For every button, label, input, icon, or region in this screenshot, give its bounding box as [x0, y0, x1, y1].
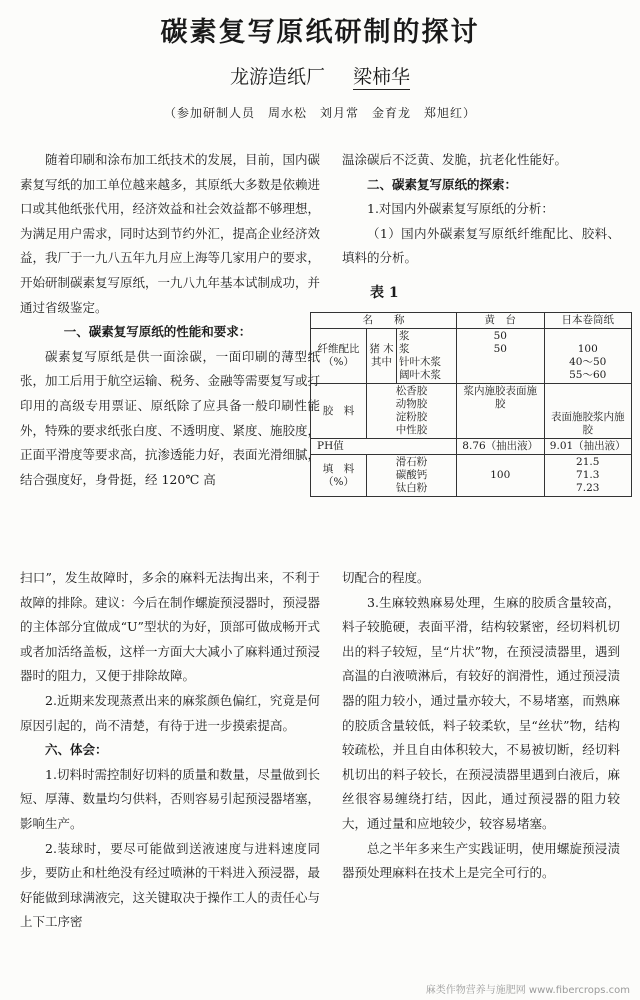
fiber-col1 [457, 329, 545, 384]
article-title: 碳素复写原纸研制的探讨 [160, 17, 480, 48]
column-top-left [20, 148, 320, 548]
fiber-col2-value: 55～60 [569, 369, 607, 381]
fiber-sub-main: 猪 木 其中 [369, 343, 394, 368]
paragraph-analysis-sub: （1）国内外碳素复写原纸纤维配比、胶料、填料的分析。 [342, 225, 620, 266]
fiber-col1-value: 50 [493, 343, 507, 355]
glue-item: 动物胶 [395, 398, 428, 410]
row-label-filler: 填 料（%） [311, 455, 367, 497]
row-label-glue: 胶 料 [311, 384, 367, 439]
table-row-fiber [311, 329, 632, 384]
paragraph-loading: 2.装球时，要尽可能做到送液速度与进料速度同步，要防止和杜绝没有经过喷淋的干料进入预浸器，最好能做到球满液完，这关键取决于操作工人的责任心与上下工序密 [20, 840, 320, 930]
row-label-ph: PH值 [311, 439, 457, 455]
section-heading-2: 二、碳素复写原纸的探索： [367, 176, 518, 192]
paragraph-cutting: 1.切料时需控制好切料的质量和数量，尽量做到长短、厚薄、数量均匀供料，否则容易引起预浸器堵塞，影响生产。 [20, 766, 320, 831]
paragraph-color-issue: 2.近期来发现蒸煮出来的麻浆颜色偏红，究竟是何原因引起的，尚不清楚，有待于进一步摸索提高。 [20, 692, 320, 733]
ph-col2: 9.01（抽出液） [544, 439, 632, 455]
table-header-row [311, 313, 632, 329]
column-top-right [342, 148, 620, 288]
filler-col2-value: 7.23 [576, 482, 600, 494]
fiber-item: 阔叶木浆 [399, 369, 441, 381]
table-row-glue [311, 384, 632, 439]
filler-item: 滑石粉 [395, 456, 428, 468]
filler-col1: 100 [457, 455, 545, 497]
author-organization: 龙游造纸厂 [229, 66, 325, 88]
filler-col2-value: 71.3 [576, 469, 600, 481]
glue-item: 中性胶 [395, 424, 428, 436]
header-name: 名 称 [311, 313, 457, 329]
filler-items [367, 455, 457, 497]
ph-col1: 8.76（抽出液） [457, 439, 545, 455]
paragraph-analysis: 1.对国内外碳素复写原纸的分析： [367, 201, 554, 217]
paragraph-continued: 温涂碳后不泛黄、发脆，抗老化性能好。 [342, 152, 568, 167]
paragraph-properties: 碳素复写原纸是供一面涂碳，一面印刷的薄型纸张，加工后用于航空运输、税务、金融等需要复写或打印用的高级专用票证、原纸除了应具备一般印刷性能外，特殊的要求纸张白度、不透明度、紧度、施胶度，正面平滑度等要求高，抗渗透能力好，表面光滑细腻，结合强度好，身骨挺，经 120℃ 高 [20, 348, 320, 487]
fiber-item: 针叶木浆 [399, 356, 441, 368]
section-heading-6: 六、体会： [45, 742, 108, 758]
glue-col1: 浆内施胶表面施胶 [457, 384, 545, 439]
fiber-item: 浆 [399, 343, 410, 355]
table-caption: 表 1 [370, 285, 399, 301]
paragraph-conclusion: 总之半年多来生产实践证明，使用螺旋预浸渍器预处理麻料在技术上是完全可行的。 [342, 840, 620, 881]
table-row-ph [311, 439, 632, 455]
header-col2: 日本卷筒纸 [544, 313, 632, 329]
row-label-fiber: 纤维配比（%） [311, 329, 367, 384]
filler-item: 钛白粉 [395, 482, 428, 494]
paragraph-continued-2: 切配合的程度。 [342, 570, 430, 585]
table-row-filler [311, 455, 632, 497]
fiber-item: 浆 [399, 330, 410, 342]
participants-line: （参加研制人员 周水松 刘月常 金育龙 郑旭红） [163, 106, 476, 120]
paragraph-suggestion: 扫口”，发生故障时，多余的麻料无法掏出来，不利于故障的排除。建议：今后在制作螺旋预浸器时，预浸器的主体部分宜做成“U”型状的为好，顶部可做成畅开式或者加活络盖板，这样一方面大大减小了麻料通过预浸器时的阻力，又便于排除故障。 [20, 570, 320, 684]
intro-paragraph: 随着印刷和涂布加工纸技术的发展，目前，国内碳素复写纸的加工单位越来越多，其原纸大多数是依赖进口或其他纸张代用，经济效益和社会效益都不够理想，为满足用户需求，同时达到节约外汇，提高企业经济效益，我厂于一九八五年九月应上海等几家用户的要求，开始研制碳素复写原纸，一九八九年基本试制成功，并通过省级鉴定。 [20, 152, 320, 315]
composition-table [310, 312, 632, 497]
column-bottom-left [20, 566, 320, 986]
author-line [0, 62, 640, 89]
glue-item: 淀粉胶 [395, 411, 428, 423]
glue-item: 松香胶 [395, 385, 428, 397]
fiber-items [397, 329, 457, 384]
filler-col2-value: 21.5 [576, 456, 600, 468]
paragraph-raw-ramie: 3.生麻较熟麻易处理，生麻的胶质含量较高，料子较脆硬，表面平滑，结构较紧密，经切料机切出的料子较短，呈“片状”物，在预浸渍器里，遇到高温的白液喷淋后，有较好的润滑性，通过预浸渍器的阻力较小，通过量亦较大，不易堵塞，而熟麻的胶质含量较低，料子较柔软，呈“丝状”物，结构较疏松，并且自由体积较大，不易被切断，经切料机切出的料子较长，在预浸渍器里遇到白液后，麻丝很容易缠绕打结，因此，通过预浸器的阻力较大，通过量和应地较少，较容易堵塞。 [342, 594, 620, 831]
fiber-col1-value: 50 [493, 330, 507, 342]
section-heading-1: 一、碳素复写原纸的性能和要求： [63, 324, 252, 340]
glue-col2: 表面施胶浆内施胶 [544, 384, 632, 439]
filler-col2 [544, 455, 632, 497]
site-watermark: 麻类作物营养与施肥网 www.fibercrops.com [425, 985, 630, 996]
filler-item: 碳酸钙 [395, 469, 428, 481]
glue-items [367, 384, 457, 439]
fiber-col2-value: 100 [577, 343, 598, 355]
fiber-col2 [544, 329, 632, 384]
header-col1: 黄 台 [457, 313, 545, 329]
author-name: 梁柿华 [353, 66, 411, 88]
fiber-sub-label [367, 329, 397, 384]
fiber-col2-value: 40～50 [569, 356, 607, 368]
column-bottom-right [342, 566, 620, 986]
